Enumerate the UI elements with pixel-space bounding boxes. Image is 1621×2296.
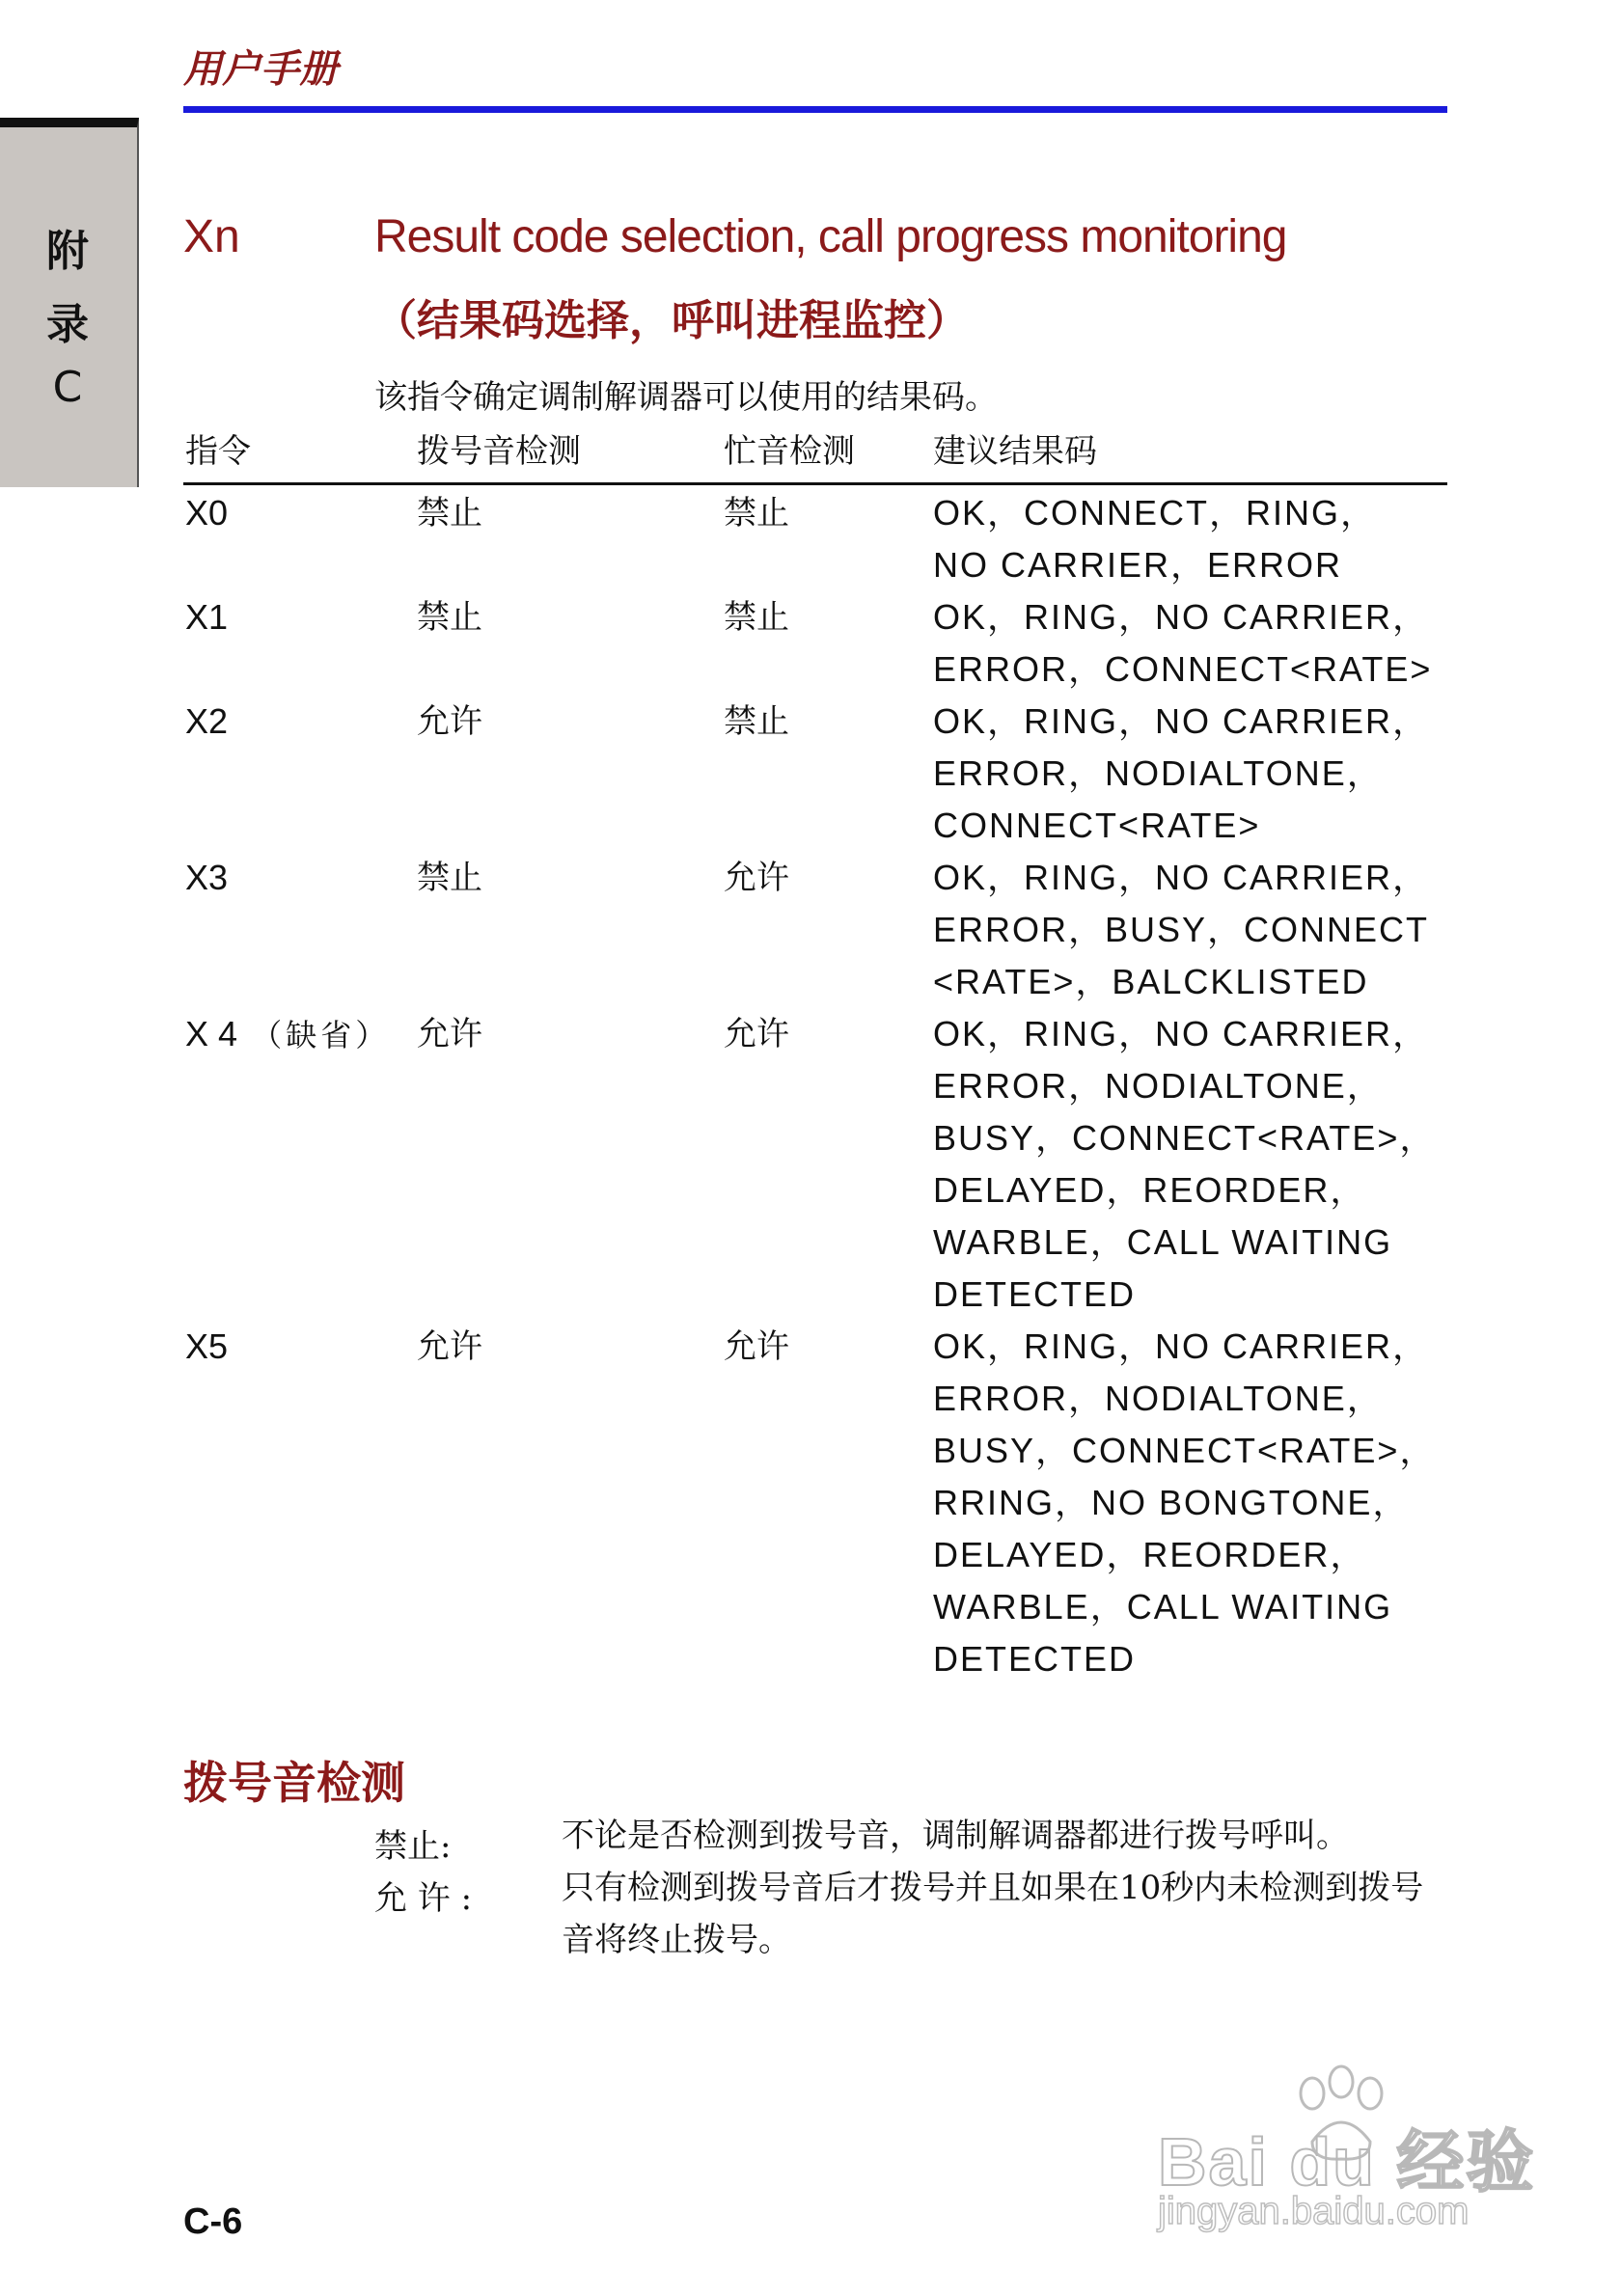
result-code-line: WARBLE，CALL WAITING xyxy=(933,1587,1393,1626)
row-command-code: X5 xyxy=(185,1326,229,1366)
result-code-line: OK，CONNECT，RING， xyxy=(933,493,1378,533)
result-code-line: DETECTED xyxy=(933,1274,1137,1314)
appendix-side-tab xyxy=(0,118,139,487)
side-tab-line3: C xyxy=(52,363,83,412)
row-dialtone-detect: 允许 xyxy=(417,702,482,741)
row-command xyxy=(185,487,228,539)
table-header-dial: 拨号音检测 xyxy=(417,432,581,471)
result-code-line: ERROR，BUSY，CONNECT xyxy=(933,910,1430,949)
definition-label: 允 许 : xyxy=(374,1879,473,1918)
result-code-line: <RATE>，BALCKLISTED xyxy=(933,962,1369,1001)
row-command-default-note: （缺省） xyxy=(237,1017,391,1053)
row-dialtone-detect: 禁止 xyxy=(417,598,482,637)
result-code-line: DELAYED，REORDER， xyxy=(933,1170,1367,1210)
result-code-line: BUSY，CONNECT<RATE>， xyxy=(933,1118,1437,1158)
command-intro: 该指令确定调制解调器可以使用的结果码。 xyxy=(374,378,998,417)
dialtone-section-title: 拨号音检测 xyxy=(183,1757,405,1809)
command-name: Xn xyxy=(183,211,240,262)
row-command xyxy=(185,1321,228,1373)
result-code-line: CONNECT<RATE> xyxy=(933,806,1261,845)
row-busy-detect: 允许 xyxy=(724,1327,789,1366)
row-busy-detect: 禁止 xyxy=(724,598,789,637)
row-result-codes xyxy=(933,591,1454,696)
row-result-codes xyxy=(933,696,1454,852)
result-code-line: DELAYED，REORDER， xyxy=(933,1535,1367,1574)
row-busy-detect: 禁止 xyxy=(724,702,789,741)
result-code-line: WARBLE，CALL WAITING xyxy=(933,1222,1393,1262)
row-command-code: X2 xyxy=(185,701,229,741)
row-command-code: X 4 xyxy=(185,1014,238,1053)
row-result-codes xyxy=(933,1321,1454,1685)
command-subtitle: （结果码选择，呼叫进程监控） xyxy=(374,296,969,345)
result-code-line: OK，RING，NO CARRIER， xyxy=(933,858,1430,897)
row-result-codes xyxy=(933,852,1454,1008)
table-header-result: 建议结果码 xyxy=(933,432,1097,471)
result-code-line: RRING，NO BONGTONE， xyxy=(933,1483,1410,1522)
result-code-line: BUSY，CONNECT<RATE>， xyxy=(933,1431,1437,1470)
row-busy-detect: 允许 xyxy=(724,1015,789,1053)
result-code-line: ERROR，NODIALTONE， xyxy=(933,1379,1384,1418)
definition-text: 不论是否检测到拨号音，调制解调器都进行拨号呼叫。 xyxy=(562,1817,1349,1855)
command-title: Result code selection, call progress monitoring xyxy=(374,211,1287,262)
row-result-codes xyxy=(933,1008,1454,1321)
row-dialtone-detect: 禁止 xyxy=(417,859,482,897)
result-code-line: NO CARRIER，ERROR xyxy=(933,545,1343,585)
result-code-line: OK，RING，NO CARRIER， xyxy=(933,597,1430,637)
result-code-line: OK，RING，NO CARRIER， xyxy=(933,1014,1430,1053)
row-command xyxy=(185,852,228,904)
result-code-line: ERROR，NODIALTONE， xyxy=(933,1066,1384,1106)
header-title: 用户手册 xyxy=(183,47,338,92)
row-busy-detect: 禁止 xyxy=(724,494,789,533)
row-command xyxy=(185,1008,390,1061)
side-tab-line1: 附 xyxy=(46,227,89,276)
table-header-busy: 忙音检测 xyxy=(724,432,855,471)
result-code-line: ERROR，CONNECT<RATE> xyxy=(933,649,1433,689)
side-tab-line2: 录 xyxy=(46,300,89,349)
header-rule xyxy=(183,106,1447,113)
row-result-codes xyxy=(933,487,1454,591)
result-code-line: OK，RING，NO CARRIER， xyxy=(933,701,1430,741)
row-command-code: X3 xyxy=(185,858,229,897)
row-command xyxy=(185,696,228,748)
row-command xyxy=(185,591,228,643)
table-header-cmd: 指令 xyxy=(185,432,251,471)
row-busy-detect: 允许 xyxy=(724,859,789,897)
definition-text: 只有检测到拨号音后才拨号并且如果在10秒内未检测到拨号音将终止拨号。 xyxy=(562,1869,1424,1959)
page-number: C-6 xyxy=(183,2201,243,2242)
table-rule xyxy=(183,482,1447,485)
row-command-code: X0 xyxy=(185,493,229,533)
watermark-url: jingyan.baidu.com xyxy=(1158,2190,1470,2232)
definition-label: 禁止: xyxy=(374,1827,452,1866)
row-dialtone-detect: 允许 xyxy=(417,1015,482,1053)
row-dialtone-detect: 禁止 xyxy=(417,494,482,533)
result-code-line: ERROR，NODIALTONE， xyxy=(933,753,1384,793)
result-code-line: OK，RING，NO CARRIER， xyxy=(933,1326,1430,1366)
row-dialtone-detect: 允许 xyxy=(417,1327,482,1366)
row-command-code: X1 xyxy=(185,597,229,637)
watermark-brand: Bai du 经验 xyxy=(1158,2124,1536,2200)
result-code-line: DETECTED xyxy=(933,1639,1137,1679)
